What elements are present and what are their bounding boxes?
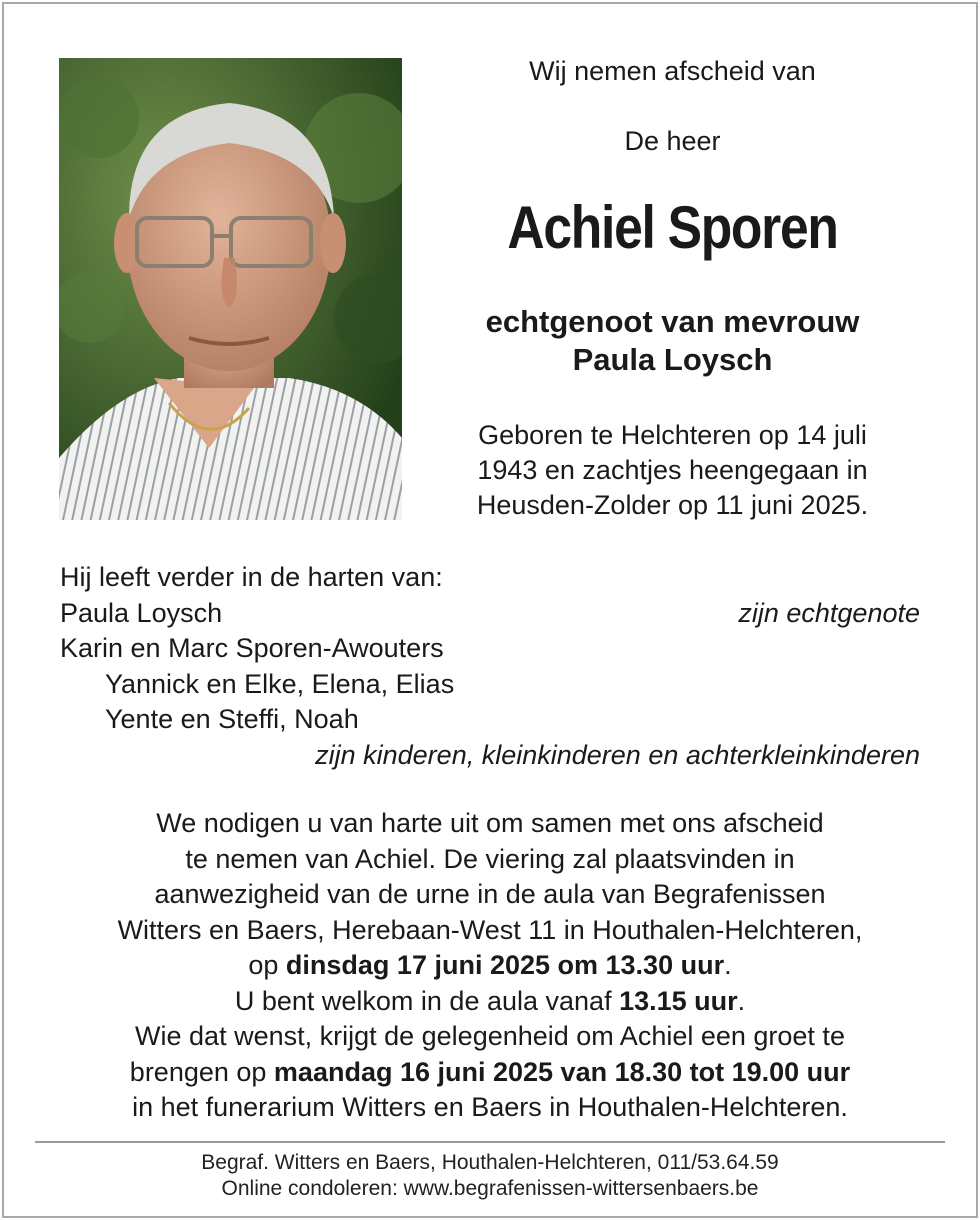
invitation-line-7: Wie dat wenst, krijgt de gelegenheid om Achiel een groet te [135,1021,845,1051]
welcome-prefix: U bent welkom in de aula vanaf [234,985,620,1016]
funeral-home-contact: Begraf. Witters en Baers, Houthalen-Helchteren, 011/53.64.59 [201,1151,779,1174]
ceremony-suffix: . [724,950,732,980]
invitation-line-4: Witters en Baers, Herebaan-West 11 in Houthalen-Helchteren, [117,914,863,945]
birth-line-1: Geboren te Helchteren op 14 juli [478,420,867,450]
title-prefix: De heer [624,126,721,156]
portrait-photo [59,58,402,520]
grandchildren-line-2: Yente en Steffi, Noah [105,704,359,734]
condolence-link[interactable]: Online condoleren: www.begrafenissen-wittersenbaers.be [221,1177,759,1200]
ceremony-prefix: op [248,950,286,980]
invitation-line-1: We nodigen u van harte uit om samen met ons afscheid [156,808,824,838]
survivors-heading: Hij leeft verder in de harten van: [60,562,443,592]
welcome-time: 13.15 uur [619,985,738,1016]
invitation-line-9: in het funerarium Witters en Baers in Houthalen-Helchteren. [132,1092,848,1122]
birth-block [420,418,925,523]
spouse-line-1: echtgenoot van mevrouw [485,304,860,339]
grandchildren-line-1: Yannick en Elke, Elena, Elias [105,668,455,699]
intro-text: Wij nemen afscheid van [529,56,816,86]
children-line: Karin en Marc Sporen-Awouters [60,633,444,663]
birth-line-3: Heusden-Zolder op 11 juni 2025. [476,490,869,520]
footer-divider [35,1141,945,1143]
birth-line-2: 1943 en zachtjes heengegaan in [477,455,868,485]
invitation-line-8 [40,1055,940,1091]
welcome-suffix: . [737,985,746,1016]
ceremony-datetime: dinsdag 17 juni 2025 om 13.30 uur [285,950,725,980]
invitation-text [40,806,940,1126]
survivors-list [60,560,920,773]
family-role: zijn kinderen, kleinkinderen en achterkleinkinderen [315,739,920,770]
invitation-line-2: te nemen van Achiel. De viering zal plaatsvinden in [185,843,795,874]
visitation-datetime: maandag 16 juni 2025 van 18.30 tot 19.00 uur [273,1056,851,1087]
deceased-name: Achiel Sporen [507,194,838,261]
spouse-role: zijn echtgenote [738,597,920,628]
invitation-line-6 [40,984,940,1020]
spouse-block [420,303,925,379]
visitation-prefix: brengen op [129,1056,274,1087]
spouse-name: Paula Loysch [60,597,223,628]
spouse-row [60,596,920,632]
spouse-line-2: Paula Loysch [572,342,773,377]
invitation-line-3: aanwezigheid van de urne in de aula van Begrafenissen [154,879,826,909]
invitation-line-5 [40,948,940,984]
footer [40,1150,940,1202]
